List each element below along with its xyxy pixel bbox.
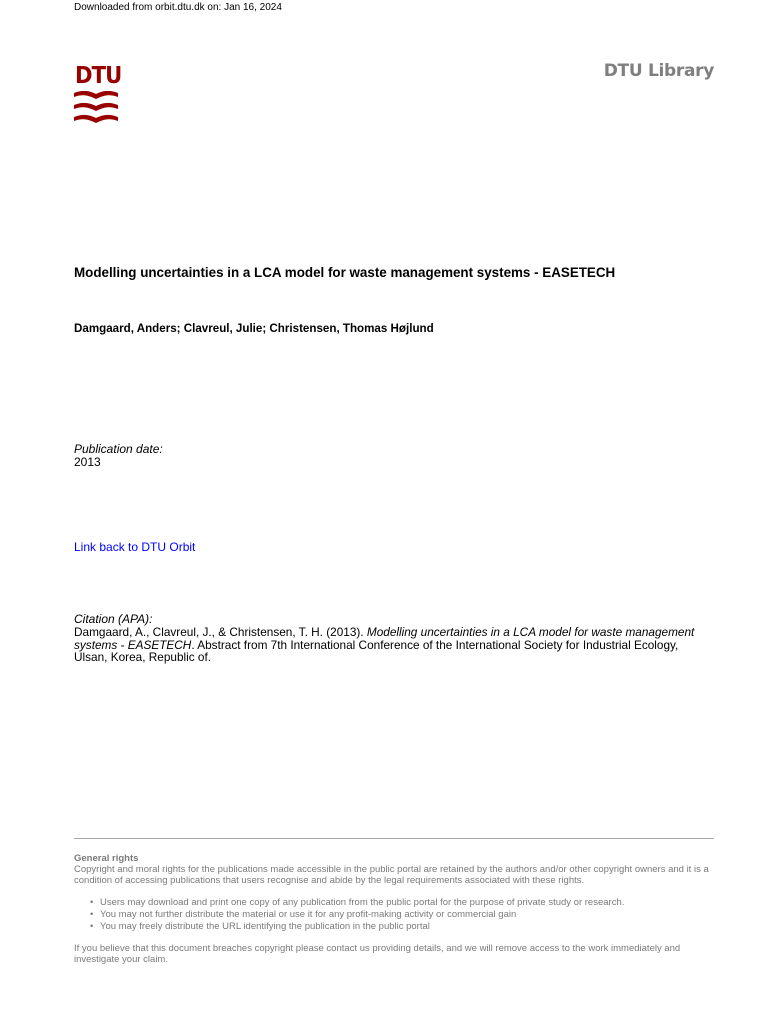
download-note: Downloaded from orbit.dtu.dk on: Jan 16, 2024 [74,2,282,13]
citation-text [74,626,714,664]
dtu-waves-icon [74,91,120,127]
publication-title: Modelling uncertainties in a LCA model for waste management systems - EASETECH [74,265,616,280]
dtu-logo-text: DTU [75,63,122,89]
bullet-icon: • [90,897,94,908]
orbit-backlink[interactable]: Link back to DTU Orbit [74,540,196,554]
dtu-logo[interactable] [74,64,120,126]
list-item [90,909,719,921]
general-rights-section [74,853,719,965]
publication-date-value: 2013 [74,455,101,469]
citation-title: Modelling uncertainties in a LCA model for waste management systems - EASETECH [74,625,695,652]
list-item [90,921,719,933]
general-rights-intro: Copyright and moral rights for the publications made accessible in the public portal are retained by the authors and/or other copyright owners and it is a condition of accessing publications that users recognise and abide by the legal requirements associated with these rights. [74,864,709,886]
general-rights-heading: General rights [74,853,139,864]
citation-source: . Abstract from 7th International Conference of the International Society for Industrial Ecology, Ulsan, Korea, Republic of. [74,637,679,665]
list-item-text: You may not further distribute the material or use it for any profit-making activity or commercial gain [100,909,517,920]
list-item [90,897,719,909]
list-item-text: Users may download and print one copy of any publication from the public portal for the purpose of private study or research. [100,897,625,908]
publication-authors: Damgaard, Anders; Clavreul, Julie; Christensen, Thomas Højlund [74,322,434,335]
dtu-library-label: DTU Library [603,61,714,81]
citation-authors-year: Damgaard, A., Clavreul, J., & Christensen, T. H. (2013). [74,625,367,639]
general-rights-list [74,897,719,933]
publication-date-label: Publication date: [74,442,163,456]
divider-rule [74,838,714,839]
general-rights-footer: If you believe that this document breaches copyright please contact us providing details, and we will remove access to the work immediately and investigate your claim. [74,943,681,965]
bullet-icon: • [90,921,94,932]
list-item-text: You may freely distribute the URL identifying the publication in the public portal [100,921,430,932]
citation-label: Citation (APA): [74,612,153,626]
bullet-icon: • [90,909,94,920]
